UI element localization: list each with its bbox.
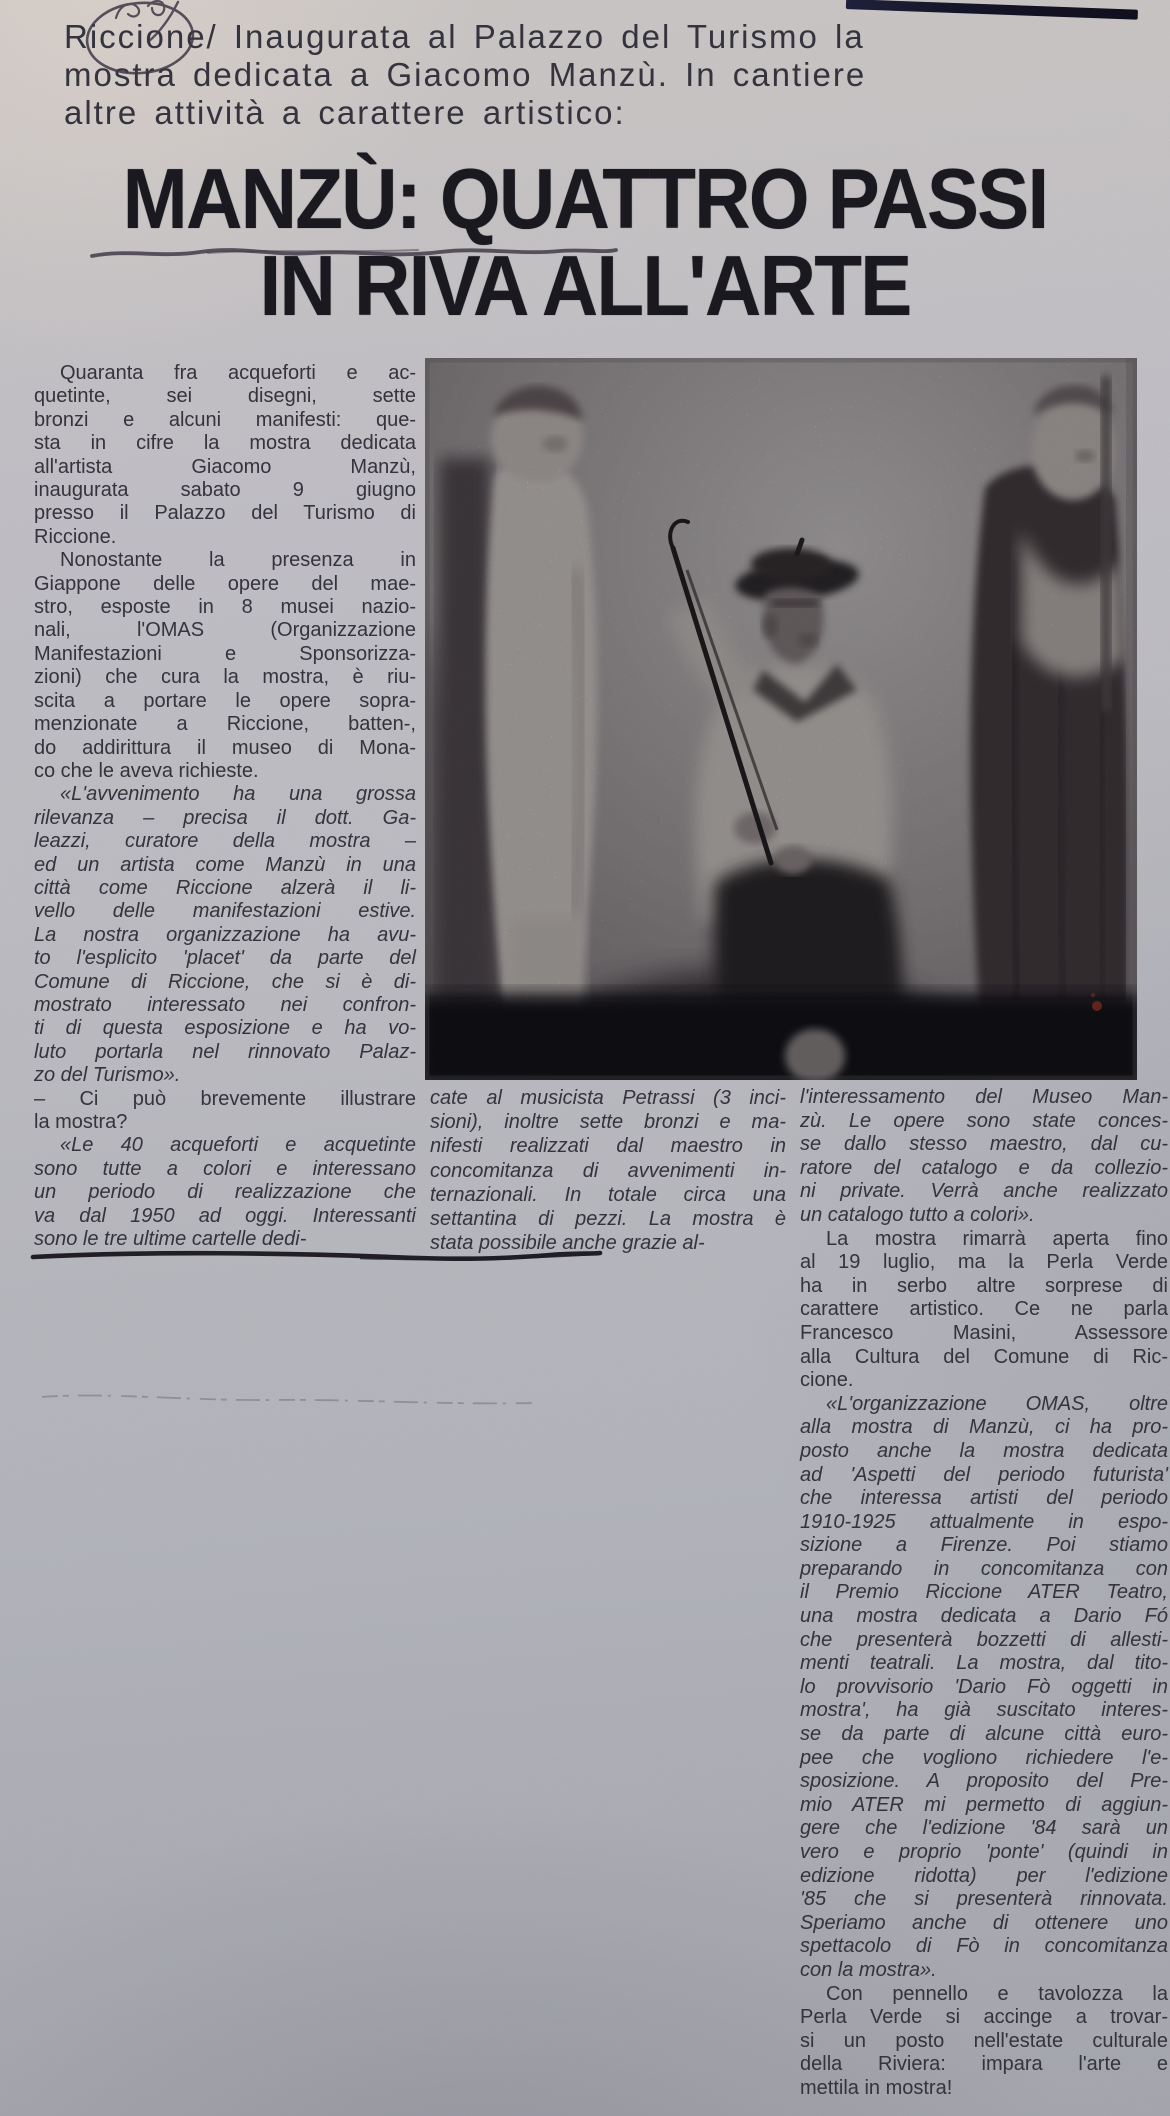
body-line: «L'organizzazione OMAS, oltre (826, 1392, 1168, 1415)
paragraph (800, 1228, 1168, 1393)
body-line: ternazionali. In totale circa una (430, 1183, 786, 1206)
paragraph-question (34, 1088, 416, 1135)
caption-column (430, 1086, 786, 1255)
body-line: to l'esplicito 'placet' da parte del (34, 947, 416, 970)
body-line: un periodo di realizzazione che (34, 1181, 416, 1204)
body-line: Perla Verde si accinge a trovar- (800, 2006, 1168, 2029)
body-line: rilevanza – precisa il dott. Ga- (34, 806, 416, 829)
body-line: mostrato interessato nei confron- (34, 993, 416, 1016)
body-line: alla Cultura del Comune di Ric- (800, 1345, 1168, 1368)
paragraph-quote (800, 1393, 1168, 1983)
body-line: l'interessamento del Museo Man- (800, 1086, 1168, 1108)
body-line: ha in serbo altre sorprese di (800, 1274, 1168, 1297)
kicker-line: mostra dedicata a Giacomo Manzù. In cantiere (64, 56, 867, 93)
body-line: «L'avvenimento ha una grossa (60, 783, 416, 806)
body-line: sono tutte a colori e interessano (34, 1157, 416, 1180)
body-line: sta in cifre la mostra dedicata (34, 432, 416, 455)
kicker-line: Riccione/ Inaugurata al Palazzo del Turismo la (64, 18, 865, 55)
body-line: città come Riccione alzerà il li- (34, 876, 416, 899)
body-line: ti di questa esposizione e ha vo- (34, 1017, 416, 1040)
body-line: all'artista Giacomo Manzù, (34, 455, 416, 478)
body-line: vello delle manifestazioni estive. (34, 900, 416, 923)
body-line: menzionate a Riccione, batten-, (34, 713, 416, 736)
body-line: zù. Le opere sono state conces- (800, 1109, 1168, 1132)
body-line: presso il Palazzo del Turismo di (34, 502, 416, 525)
paragraph (800, 1983, 1168, 2101)
paragraph-quote (800, 1086, 1168, 1228)
body-line: mettila in mostra! (800, 2076, 953, 2099)
body-line: ratore del catalogo e da collezio- (800, 1156, 1168, 1179)
headline (73, 152, 1098, 334)
body-line: leazzi, curatore della mostra – (34, 830, 416, 853)
body-line: Nonostante la presenza in (60, 549, 416, 572)
body-line: bronzi e alcuni manifesti: que- (34, 408, 416, 431)
body-line: si un posto nell'estate culturale (800, 2029, 1168, 2052)
body-line: scita a portare le opere sopra- (34, 689, 416, 712)
body-line: sposizione. A proposito del Pre- (800, 1770, 1168, 1793)
body-line: Giappone delle opere del mae- (34, 572, 416, 595)
body-line: un catalogo tutto a colori». (800, 1203, 1035, 1226)
body-line: carattere artistico. Ce ne parla (800, 1298, 1168, 1321)
body-line: luto portarla nel rinnovato Palaz- (34, 1040, 416, 1063)
body-line: pee che vogliono richiedere l'e- (800, 1746, 1168, 1769)
body-line: va dal 1950 ad oggi. Interessanti (34, 1204, 416, 1227)
body-line: Riccione. (34, 525, 117, 548)
body-line: zo del Turismo». (34, 1064, 181, 1087)
body-line: sioni), inoltre sette bronzi e ma- (430, 1111, 786, 1134)
body-line: 1910-1925 attualmente in espo- (800, 1510, 1168, 1533)
body-line: cate al musicista Petrassi (3 inci- (430, 1087, 786, 1109)
body-line: Manifestazioni e Sponsorizza- (34, 642, 416, 665)
body-line: settantina di pezzi. La mostra è (430, 1208, 786, 1231)
body-line: preparando in concomitanza con (800, 1557, 1168, 1580)
pencil-scratch (38, 1388, 548, 1414)
body-line: che interessa artisti del periodo (800, 1487, 1168, 1510)
kicker (64, 18, 1024, 132)
body-line: mio ATER mi permetto di aggiun- (800, 1793, 1168, 1816)
body-line: della Riviera: impara l'arte e (800, 2053, 1168, 2076)
body-line: con la mostra». (800, 1958, 937, 1981)
body-line: il Premio Riccione ATER Teatro, (800, 1581, 1168, 1604)
body-line: posto anche la mostra dedicata (800, 1439, 1168, 1462)
body-line: vero e proprio 'ponte' (quindi in (800, 1841, 1168, 1863)
body-line: se dallo stesso maestro, dal cu- (800, 1133, 1168, 1156)
body-line: nifesti realizzati dal maestro in (430, 1135, 786, 1158)
body-line: Speriamo anche di ottenere uno (800, 1911, 1168, 1934)
body-line: stata possibile anche grazie al- (430, 1232, 705, 1255)
body-line: alla mostra di Manzù, ci ha pro- (800, 1416, 1168, 1439)
body-line: ad 'Aspetti del periodo futurista' (800, 1463, 1168, 1486)
article-photo (425, 358, 1137, 1080)
body-line: «Le 40 acqueforti e acquetinte (60, 1134, 416, 1157)
body-line: quetinte, sei disegni, sette (34, 385, 416, 408)
body-line: stro, esposte in 8 musei nazio- (34, 596, 416, 619)
body-line: la mostra? (34, 1111, 128, 1133)
body-line: ed un artista come Manzù in una (34, 853, 416, 876)
body-line: se da parte di alcune città euro- (800, 1723, 1168, 1746)
left-column (34, 362, 416, 1251)
paragraph (34, 549, 416, 783)
body-line: – Ci può brevemente illustrare (34, 1087, 416, 1110)
body-line: ni private. Verrà anche realizzato (800, 1180, 1168, 1203)
body-line: sizione a Firenze. Poi stiamo (800, 1534, 1168, 1557)
body-line: La nostra organizzazione ha avu- (34, 923, 416, 946)
body-line: che presenterà bozzetti di allesti- (800, 1628, 1168, 1651)
body-line: mostra', ha già suscitato interes- (800, 1699, 1168, 1722)
body-line: spettacolo di Fò in concomitanza (800, 1935, 1168, 1958)
body-line: inaugurata sabato 9 giugno (34, 479, 416, 502)
paragraph-quote (34, 1134, 416, 1251)
body-line: al 19 luglio, ma la Perla Verde (800, 1251, 1168, 1274)
body-line: do addirittura il museo di Mona- (34, 736, 416, 759)
body-line: sono le tre ultime cartelle dedi- (34, 1228, 307, 1251)
body-line: Con pennello e tavolozza la (826, 1982, 1168, 2005)
body-line: '85 che si presenterà rinnovata. (800, 1888, 1168, 1911)
headline-line-1: MANZÙ: QUATTRO PASSI (122, 152, 1048, 247)
kicker-line: altre attività a carattere artistico: (64, 94, 626, 131)
paragraph (34, 362, 416, 549)
body-line: nali, l'OMAS (Organizzazione (34, 619, 416, 642)
body-line: lo provvisorio 'Dario Fò oggetti in (800, 1675, 1168, 1698)
body-line: cione. (800, 1369, 854, 1392)
body-line: Comune di Riccione, che si è di- (34, 970, 416, 993)
paragraph-quote (34, 783, 416, 1087)
body-line: menti teatrali. La mostra, dal tito- (800, 1652, 1168, 1675)
body-line: zioni) che cura la mostra, è riu- (34, 666, 416, 689)
body-line: La mostra rimarrà aperta fino (826, 1227, 1168, 1250)
body-line: Francesco Masini, Assessore (800, 1321, 1168, 1344)
paragraph-quote (430, 1086, 786, 1255)
body-line: co che le aveva richieste. (34, 759, 259, 782)
right-column (800, 1086, 1168, 2101)
body-line: gere che l'edizione '84 sarà un (800, 1817, 1168, 1840)
body-line: edizione ridotta) per l'edizione (800, 1864, 1168, 1887)
headline-line-2: IN RIVA ALL'ARTE (259, 239, 911, 334)
body-line: Quaranta fra acqueforti e ac- (60, 362, 416, 384)
body-line: una mostra dedicata a Dario Fó (800, 1605, 1168, 1628)
page-edge-shadow (846, 0, 1138, 20)
body-line: concomitanza di avvenimenti in- (430, 1159, 786, 1182)
